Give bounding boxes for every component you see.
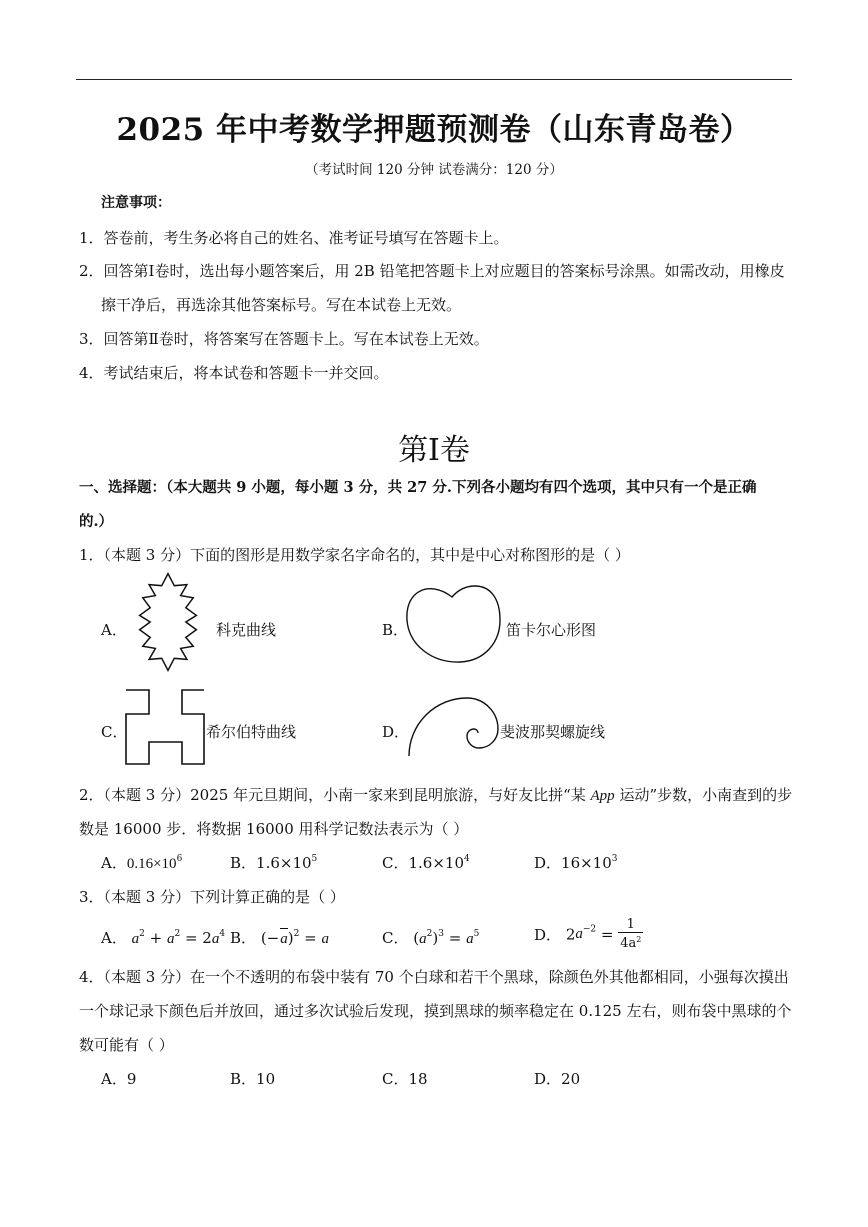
q4-option-a: A．9 [101, 1070, 137, 1088]
q1-option-d-letter: D． [382, 723, 410, 741]
q3-option-d: D． $2a^{-2}$ = $\frac{1}{4a^2}$ [534, 917, 642, 951]
q1-option-d-label: 斐波那契螺旋线 [500, 723, 606, 741]
fibonacci-spiral-figure [404, 694, 504, 760]
note-1: 1．答卷前，考生务必将自己的姓名、准考证号填写在答题卡上。 [79, 229, 509, 247]
cardioid-figure [402, 583, 502, 667]
question-4-stem-cont1: 一个球记录下颜色后并放回，通过多次试验后发现，摸到黑球的频率稳定在 0.125 左右，则布袋中黑球的个 [79, 1002, 792, 1020]
q4-option-d: D．20 [534, 1070, 581, 1088]
q3-option-b: B． $(-a)^2 = a$ [230, 929, 329, 947]
note-4: 4．考试结束后，将本试卷和答题卡一并交回。 [79, 364, 389, 382]
notes-heading: 注意事项： [101, 195, 171, 211]
note-2-cont: 擦干净后，再选涂其他答案标号。写在本试卷上无效。 [101, 296, 462, 314]
exam-info: （考试时间 120 分钟 试卷满分：120 分） [305, 162, 563, 178]
q4-option-b: B．10 [230, 1070, 276, 1088]
page-title: 2025 年中考数学押题预测卷（山东青岛卷） [116, 112, 752, 148]
hilbert-curve-figure [122, 686, 210, 768]
volume-title: 第Ⅰ卷 [398, 433, 470, 468]
question-3-stem: 3．（本题 3 分）下列计算正确的是（ ） [79, 888, 345, 906]
q1-option-b-letter: B． [382, 621, 409, 639]
note-3: 3．回答第Ⅱ卷时，将答案写在答题卡上。写在本试卷上无效。 [79, 330, 489, 348]
note-2: 2．回答第Ⅰ卷时，选出每小题答案后，用 2B 铅笔把答题卡上对应题目的答案标号涂黑。如需改动，用橡皮 [79, 262, 785, 280]
q1-option-c-letter: C． [101, 723, 128, 741]
q2-option-c: C．$1.6\times 10^4$ [382, 854, 470, 872]
question-4-stem: 4．（本题 3 分）在一个不透明的布袋中装有 70 个白球和若干个黑球，除颜色外其他都相同，小强每次摸出 [79, 968, 789, 986]
header-rule [76, 79, 792, 80]
koch-curve-figure [122, 574, 216, 678]
q1-option-b-label: 笛卡尔心形图 [506, 621, 597, 639]
q2-option-d: D．$16\times 10^3$ [534, 854, 618, 872]
q1-option-c-label: 希尔伯特曲线 [206, 723, 297, 741]
q4-option-c: C．18 [382, 1070, 428, 1088]
question-4-stem-cont2: 数可能有（ ） [79, 1036, 174, 1054]
question-1-stem: 1．（本题 3 分）下面的图形是用数学家名字命名的，其中是中心对称图形的是（ ） [79, 546, 630, 564]
q1-option-a-letter: A． [101, 621, 127, 639]
question-2-stem-cont: 数是 16000 步．将数据 16000 用科学记数法表示为（ ） [79, 820, 469, 838]
section-heading-cont: 的.） [79, 513, 114, 530]
q3-option-c: C． $(a^2)^3 = a^5$ [382, 929, 480, 947]
section-heading: 一、选择题：（本大题共 9 小题，每小题 3 分，共 27 分.下列各小题均有四个选项，其中只有一个是正确 [79, 479, 757, 496]
q2-option-a: A．$0.16\times 10^6$ [101, 854, 183, 872]
q2-option-b: B．$1.6\times 10^5$ [230, 854, 318, 872]
q1-option-a-label: 科克曲线 [216, 621, 277, 639]
q3-option-a: A． $a^2 + a^2 = 2a^4$ [101, 929, 226, 947]
question-2-stem: 2．（本题 3 分）2025 年元旦期间，小南一家来到昆明旅游，与好友比拼“某 App 运动”步数，小南查到的步 [79, 786, 793, 804]
